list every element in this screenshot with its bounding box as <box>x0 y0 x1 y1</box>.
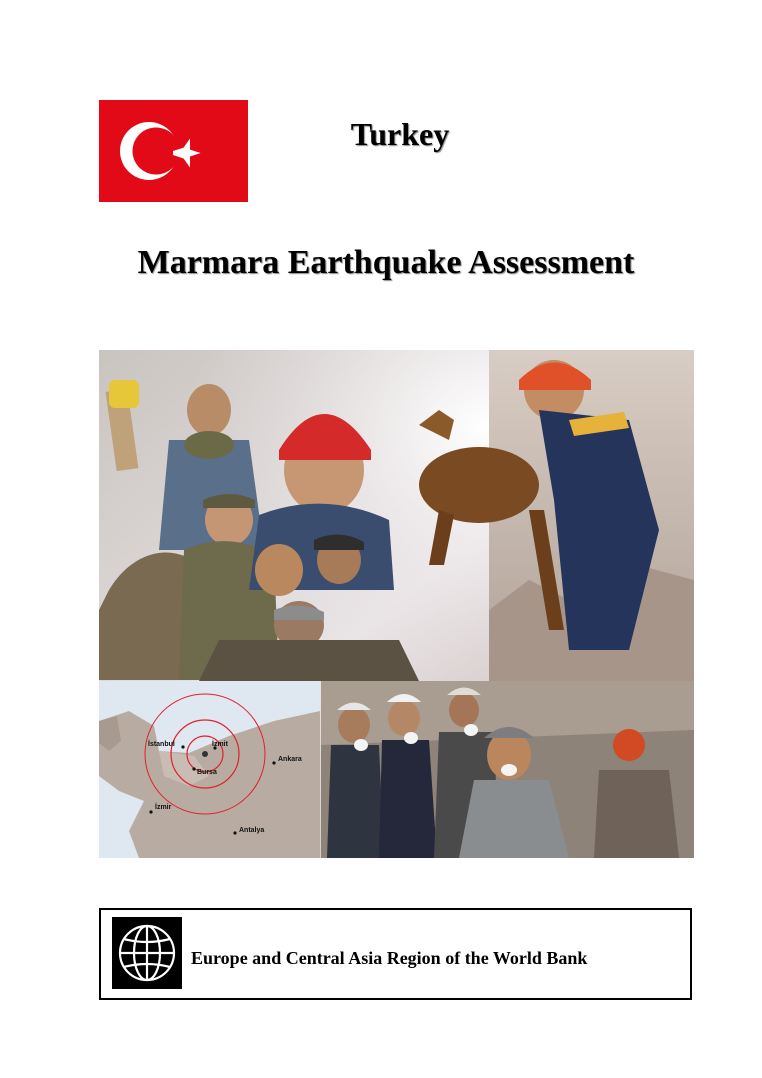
map-label-ankara: Ankara <box>278 756 302 763</box>
map-label-istanbul: İstanbul <box>148 741 175 748</box>
world-bank-globe-icon <box>112 917 182 989</box>
map-label-izmir: İzmir <box>155 804 172 811</box>
country-title: Turkey <box>350 116 450 152</box>
epicenter-map <box>99 681 320 858</box>
map-label-izmit: İzmit <box>212 741 228 748</box>
map-label-bursa: Bursa <box>197 769 217 776</box>
map-label-antalya: Antalya <box>239 827 265 834</box>
document-title: Marmara Earthquake Assessment <box>137 244 635 281</box>
publisher-text: Europe and Central Asia Region of the World Bank <box>191 948 588 968</box>
turkey-flag-icon <box>99 100 248 202</box>
publisher-box <box>99 908 692 1000</box>
photo-collage <box>99 350 694 858</box>
